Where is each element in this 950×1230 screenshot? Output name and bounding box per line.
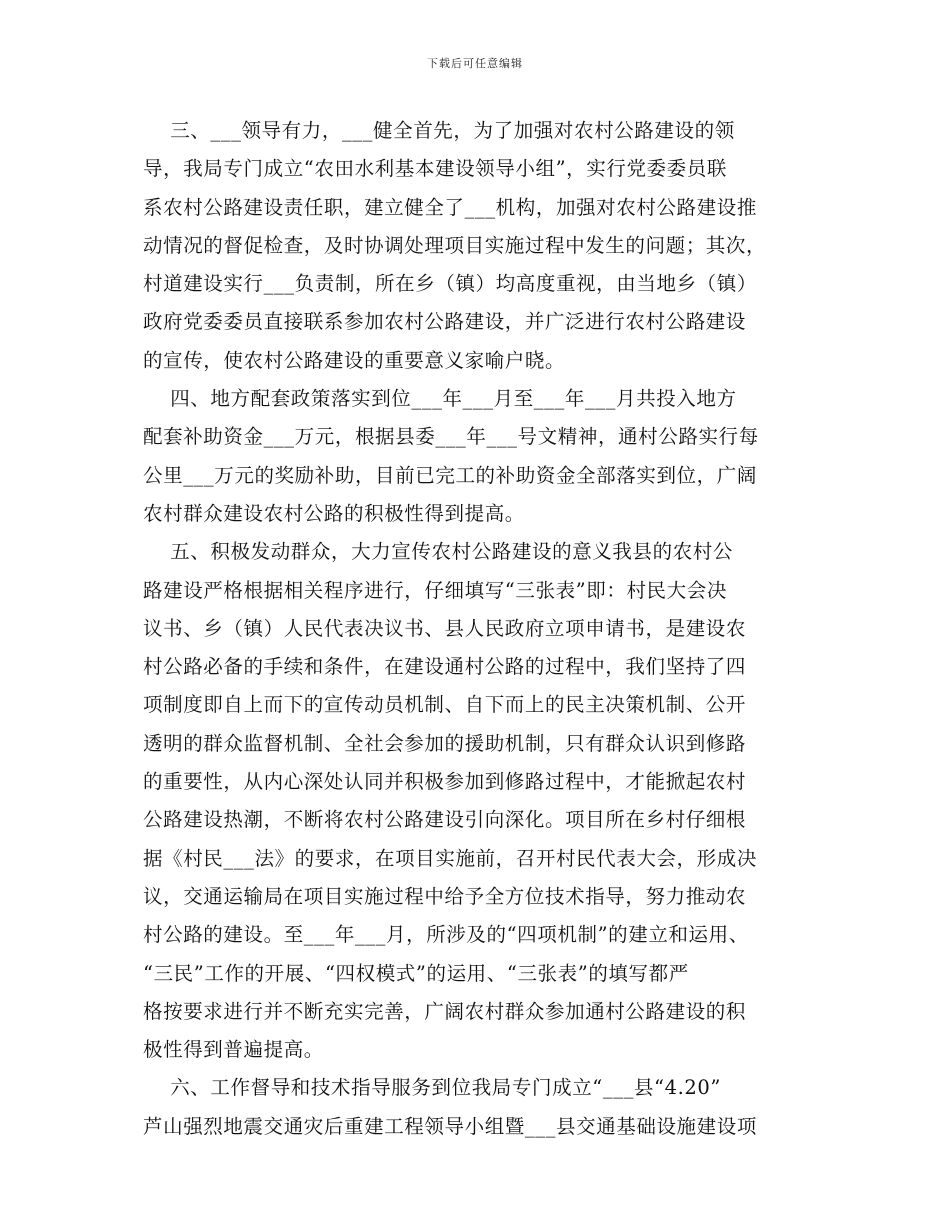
text-line: 公里___万元的奖励补助，目前已完工的补助资金全部落实到位，广阔 [143, 463, 757, 487]
text-line: 系农村公路建设责任职，建立健全了___机构，加强对农村公路建设推 [143, 195, 757, 219]
text-line: 格按要求进行并不断充实完善，广阔农村群众参加通村公路建设的积 [143, 999, 747, 1023]
text-line: 芦山强烈地震交通灾后重建工程领导小组暨___县交通基础设施建设项 [143, 1114, 757, 1138]
text-line: 配套补助资金___万元，根据县委___年___号文精神，通村公路实行每 [143, 425, 759, 449]
text-line: 路建设严格根据相关程序进行，仔细填写“三张表”即：村民大会决 [143, 578, 727, 602]
text-line: 的宣传，使农村公路建设的重要意义家喻户晓。 [143, 348, 566, 372]
text-line: 的重要性，从内心深处认同并积极参加到修路过程中，才能掀起农村 [143, 770, 747, 794]
text-line: 据《村民___法》的要求，在项目实施前，召开村民代表大会，形成决 [143, 846, 757, 870]
text-line: 政府党委委员直接联系参加农村公路建设，并广泛进行农村公路建设 [143, 310, 747, 334]
body-text [143, 112, 813, 1146]
text-line: 议书、乡（镇）人民代表决议书、县人民政府立项申请书，是建设农 [143, 616, 747, 640]
text-line: 公路建设热潮，不断将农村公路建设引向深化。项目所在乡村仔细根 [143, 808, 747, 832]
text-line: 五、积极发动群众，大力宣传农村公路建设的意义我县的农村公 [143, 540, 733, 564]
text-line: 村道建设实行___负责制，所在乡（镇）均高度重视，由当地乡（镇） [143, 272, 757, 296]
text-line: 导，我局专门成立“农田水利基本建设领导小组”，实行党委委员联 [143, 157, 727, 181]
text-line: 动情况的督促检查，及时协调处理项目实施过程中发生的问题；其次， [143, 233, 767, 257]
text-line: 三、___领导有力，___健全首先，为了加强对农村公路建设的领 [143, 119, 735, 142]
text-line: 村公路必备的手续和条件，在建设通村公路的过程中，我们坚持了四 [143, 655, 747, 679]
text-line: 项制度即自上而下的宣传动员机制、自下而上的民主决策机制、公开 [143, 693, 747, 717]
page-header: 下载后可任意编辑 [427, 57, 523, 70]
text-line: 极性得到普遍提高。 [143, 1038, 324, 1062]
text-line: 透明的群众监督机制、全社会参加的援助机制，只有群众认识到修路 [143, 731, 747, 755]
text-line: 六、工作督导和技术指导服务到位我局专门成立“___县“4.20” [143, 1076, 721, 1100]
text-line: 村公路的建设。至___年___月，所涉及的“四项机制”的建立和运用、 [143, 923, 749, 947]
text-line: 议，交通运输局在项目实施过程中给予全方位技术指导，努力推动农 [143, 884, 747, 908]
text-line: 四、地方配套政策落实到位___年___月至___年___月共投入地方 [143, 387, 737, 411]
text-line: 农村群众建设农村公路的积极性得到提高。 [143, 501, 525, 525]
text-line: “三民”工作的开展、“四权模式”的运用、“三张表”的填写都严 [143, 961, 689, 985]
